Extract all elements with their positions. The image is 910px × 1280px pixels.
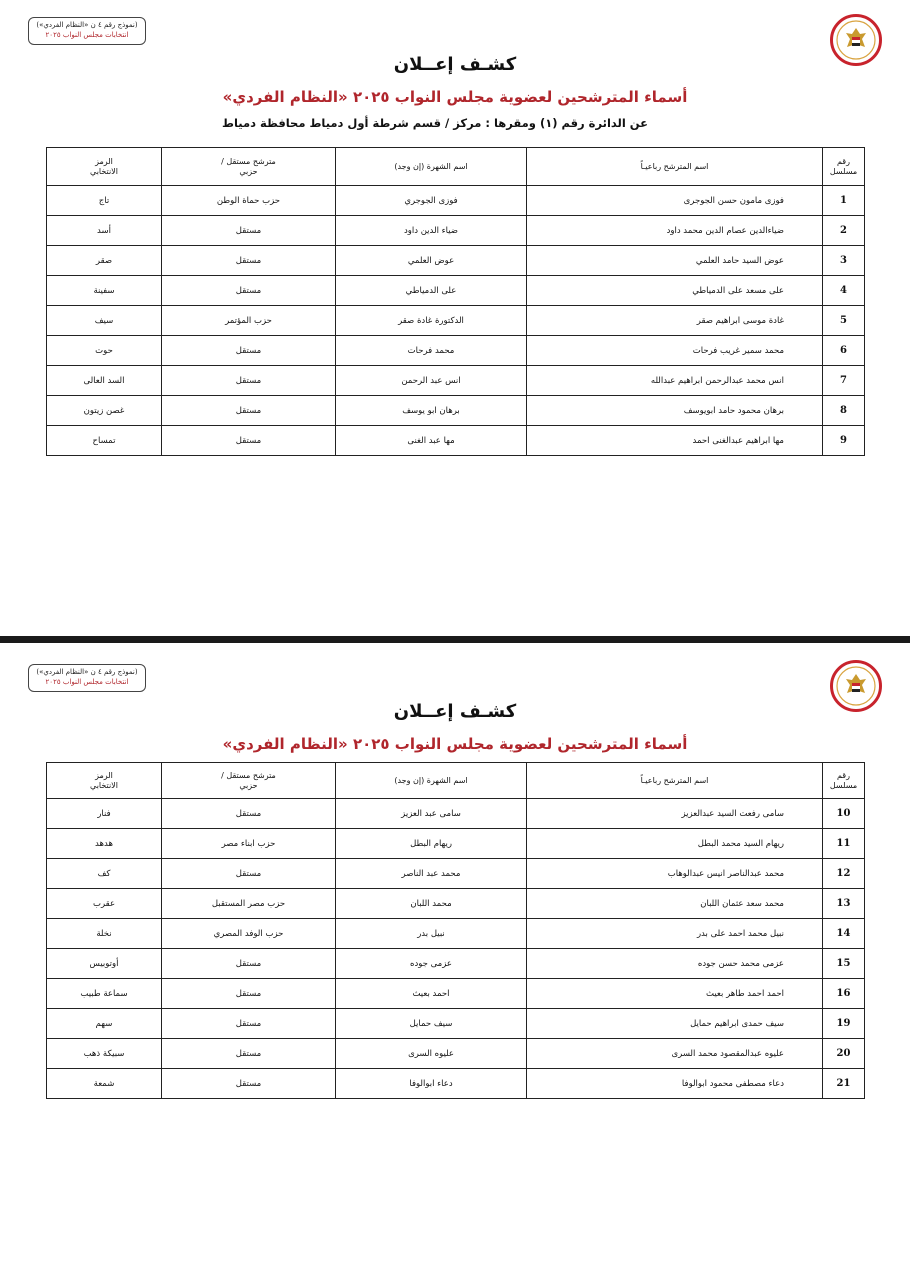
table-row bbox=[47, 426, 865, 456]
table-row bbox=[47, 246, 865, 276]
row-name: فوزى مامون حسن الجوجرى bbox=[527, 186, 823, 216]
row-symbol: صقر bbox=[47, 246, 162, 276]
row-affiliation: مستقل bbox=[162, 949, 336, 979]
row-serial: 15 bbox=[823, 949, 865, 979]
table-row bbox=[47, 396, 865, 426]
row-serial: 13 bbox=[823, 889, 865, 919]
table-row bbox=[47, 276, 865, 306]
header-fame: اسم الشهرة (إن وجد) bbox=[336, 763, 527, 799]
row-serial: 19 bbox=[823, 1009, 865, 1039]
row-fame: مها عبد الغنى bbox=[336, 426, 527, 456]
row-serial: 8 bbox=[823, 396, 865, 426]
row-serial: 12 bbox=[823, 859, 865, 889]
table-row bbox=[47, 799, 865, 829]
row-name: ريهام السيد محمد البطل bbox=[527, 829, 823, 859]
header-serial: رقم مسلسل bbox=[823, 148, 865, 186]
header-symbol: الرمز الانتخابي bbox=[47, 763, 162, 799]
row-fame: سيف حمايل bbox=[336, 1009, 527, 1039]
table-row bbox=[47, 336, 865, 366]
row-affiliation: مستقل bbox=[162, 336, 336, 366]
table-row bbox=[47, 1069, 865, 1099]
row-name: احمد احمد طاهر بعيث bbox=[527, 979, 823, 1009]
header-affiliation: مترشح مستقل / حزبي bbox=[162, 148, 336, 186]
row-affiliation: مستقل bbox=[162, 859, 336, 889]
district-info: عن الدائرة رقم (١) ومقرها : مركز / قسم شرطة أول دمياط محافظة دمياط bbox=[222, 116, 648, 130]
row-symbol: نخلة bbox=[47, 919, 162, 949]
row-symbol: سماعة طبيب bbox=[47, 979, 162, 1009]
form-election-line: انتخابات مجلس النواب ٢٠٢٥ bbox=[45, 678, 129, 686]
row-serial: 2 bbox=[823, 216, 865, 246]
form-number-box bbox=[28, 664, 146, 692]
row-serial: 5 bbox=[823, 306, 865, 336]
row-name: محمد سعد عثمان اللبان bbox=[527, 889, 823, 919]
header-fame: اسم الشهرة (إن وجد) bbox=[336, 148, 527, 186]
table-row bbox=[47, 216, 865, 246]
row-serial: 9 bbox=[823, 426, 865, 456]
row-fame: على الدمياطي bbox=[336, 276, 527, 306]
row-serial: 20 bbox=[823, 1039, 865, 1069]
row-fame: فوزى الجوجري bbox=[336, 186, 527, 216]
row-fame: عزمى جوده bbox=[336, 949, 527, 979]
announcement-page-2 bbox=[0, 643, 910, 1280]
row-name: غادة موسى ابراهيم صقر bbox=[527, 306, 823, 336]
row-name: عليوه عبدالمقصود محمد السرى bbox=[527, 1039, 823, 1069]
row-affiliation: مستقل bbox=[162, 1039, 336, 1069]
row-symbol: أسد bbox=[47, 216, 162, 246]
table-row bbox=[47, 889, 865, 919]
row-symbol: فنار bbox=[47, 799, 162, 829]
row-symbol: السد العالى bbox=[47, 366, 162, 396]
row-fame: ريهام البطل bbox=[336, 829, 527, 859]
row-name: ضياءالدين عصام الدين محمد داود bbox=[527, 216, 823, 246]
row-affiliation: حزب حماة الوطن bbox=[162, 186, 336, 216]
row-affiliation: مستقل bbox=[162, 1069, 336, 1099]
page-title: كشـف إعــلان bbox=[393, 54, 517, 75]
row-symbol: تاج bbox=[47, 186, 162, 216]
row-affiliation: حزب ابناء مصر bbox=[162, 829, 336, 859]
row-serial: 14 bbox=[823, 919, 865, 949]
row-name: برهان محمود حامد ابويوسف bbox=[527, 396, 823, 426]
row-serial: 16 bbox=[823, 979, 865, 1009]
row-fame: عوض العلمي bbox=[336, 246, 527, 276]
row-affiliation: حزب المؤتمر bbox=[162, 306, 336, 336]
header-name: اسم المترشح رباعيـاً bbox=[527, 763, 823, 799]
row-fame: سامى عبد العزيز bbox=[336, 799, 527, 829]
header-affiliation: مترشح مستقل / حزبي bbox=[162, 763, 336, 799]
table-row bbox=[47, 306, 865, 336]
row-affiliation: مستقل bbox=[162, 426, 336, 456]
header-serial: رقم مسلسل bbox=[823, 763, 865, 799]
row-symbol: سيف bbox=[47, 306, 162, 336]
row-symbol: عقرب bbox=[47, 889, 162, 919]
candidates-table bbox=[46, 147, 865, 456]
row-fame: ضياء الدين داود bbox=[336, 216, 527, 246]
row-serial: 10 bbox=[823, 799, 865, 829]
row-symbol: شمعة bbox=[47, 1069, 162, 1099]
table-row bbox=[47, 366, 865, 396]
row-symbol: تمساح bbox=[47, 426, 162, 456]
row-name: نبيل محمد احمد على بدر bbox=[527, 919, 823, 949]
page-title: كشـف إعــلان bbox=[393, 701, 517, 722]
row-affiliation: مستقل bbox=[162, 366, 336, 396]
row-name: سيف حمدى ابراهيم حمايل bbox=[527, 1009, 823, 1039]
table-header-row bbox=[47, 763, 865, 799]
table-row bbox=[47, 1039, 865, 1069]
row-name: سامى رفعت السيد عبدالعزيز bbox=[527, 799, 823, 829]
row-fame: عليوه السرى bbox=[336, 1039, 527, 1069]
row-fame: احمد بعيث bbox=[336, 979, 527, 1009]
row-affiliation: مستقل bbox=[162, 246, 336, 276]
form-election-line: انتخابات مجلس النواب ٢٠٢٥ bbox=[45, 31, 129, 39]
row-symbol: أوتوبيس bbox=[47, 949, 162, 979]
row-name: دعاء مصطفى محمود ابوالوفا bbox=[527, 1069, 823, 1099]
row-fame: الدكتورة غادة صقر bbox=[336, 306, 527, 336]
row-name: محمد عبدالناصر انيس عبدالوهاب bbox=[527, 859, 823, 889]
row-fame: دعاء ابوالوفا bbox=[336, 1069, 527, 1099]
table-row bbox=[47, 186, 865, 216]
row-affiliation: مستقل bbox=[162, 799, 336, 829]
row-symbol: سبيكة ذهب bbox=[47, 1039, 162, 1069]
table-row bbox=[47, 979, 865, 1009]
form-number-line: (نموذج رقم ٤ ن «النظام الفردي») bbox=[36, 21, 138, 29]
row-name: على مسعد على الدمياطي bbox=[527, 276, 823, 306]
row-fame: محمد فرحات bbox=[336, 336, 527, 366]
table-row bbox=[47, 829, 865, 859]
row-serial: 4 bbox=[823, 276, 865, 306]
announcement-page-1 bbox=[0, 0, 910, 636]
page-subtitle: أسماء المترشحين لعضوية مجلس النواب ٢٠٢٥ «النظام الفردي» bbox=[222, 735, 688, 753]
table-row bbox=[47, 949, 865, 979]
row-affiliation: مستقل bbox=[162, 1009, 336, 1039]
row-serial: 3 bbox=[823, 246, 865, 276]
row-affiliation: مستقل bbox=[162, 979, 336, 1009]
row-fame: انس عبد الرحمن bbox=[336, 366, 527, 396]
row-fame: نبيل بدر bbox=[336, 919, 527, 949]
row-affiliation: مستقل bbox=[162, 396, 336, 426]
row-serial: 7 bbox=[823, 366, 865, 396]
row-fame: برهان ابو يوسف bbox=[336, 396, 527, 426]
table-header-row bbox=[47, 148, 865, 186]
row-symbol: سفينة bbox=[47, 276, 162, 306]
header-symbol: الرمز الانتخابي bbox=[47, 148, 162, 186]
row-fame: محمد عبد الناصر bbox=[336, 859, 527, 889]
form-number-box bbox=[28, 17, 146, 45]
row-symbol: كف bbox=[47, 859, 162, 889]
row-affiliation: حزب مصر المستقبل bbox=[162, 889, 336, 919]
row-affiliation: مستقل bbox=[162, 276, 336, 306]
table-row bbox=[47, 919, 865, 949]
row-name: عزمى محمد حسن جوده bbox=[527, 949, 823, 979]
row-fame: محمد اللبان bbox=[336, 889, 527, 919]
header-name: اسم المترشح رباعيـاً bbox=[527, 148, 823, 186]
row-serial: 6 bbox=[823, 336, 865, 366]
form-number-line: (نموذج رقم ٤ ن «النظام الفردي») bbox=[36, 668, 138, 676]
table-row bbox=[47, 859, 865, 889]
row-affiliation: مستقل bbox=[162, 216, 336, 246]
candidates-table bbox=[46, 762, 865, 1099]
table-row bbox=[47, 1009, 865, 1039]
row-symbol: غصن زيتون bbox=[47, 396, 162, 426]
row-serial: 21 bbox=[823, 1069, 865, 1099]
row-symbol: حوت bbox=[47, 336, 162, 366]
page-subtitle: أسماء المترشحين لعضوية مجلس النواب ٢٠٢٥ «النظام الفردي» bbox=[222, 88, 688, 106]
row-name: محمد سمير غريب فرحات bbox=[527, 336, 823, 366]
row-symbol: هدهد bbox=[47, 829, 162, 859]
row-symbol: سهم bbox=[47, 1009, 162, 1039]
row-name: انس محمد عبدالرحمن ابراهيم عبدالله bbox=[527, 366, 823, 396]
row-name: مها ابراهيم عبدالغنى احمد bbox=[527, 426, 823, 456]
row-affiliation: حزب الوفد المصري bbox=[162, 919, 336, 949]
row-serial: 1 bbox=[823, 186, 865, 216]
row-name: عوض السيد حامد العلمي bbox=[527, 246, 823, 276]
row-serial: 11 bbox=[823, 829, 865, 859]
